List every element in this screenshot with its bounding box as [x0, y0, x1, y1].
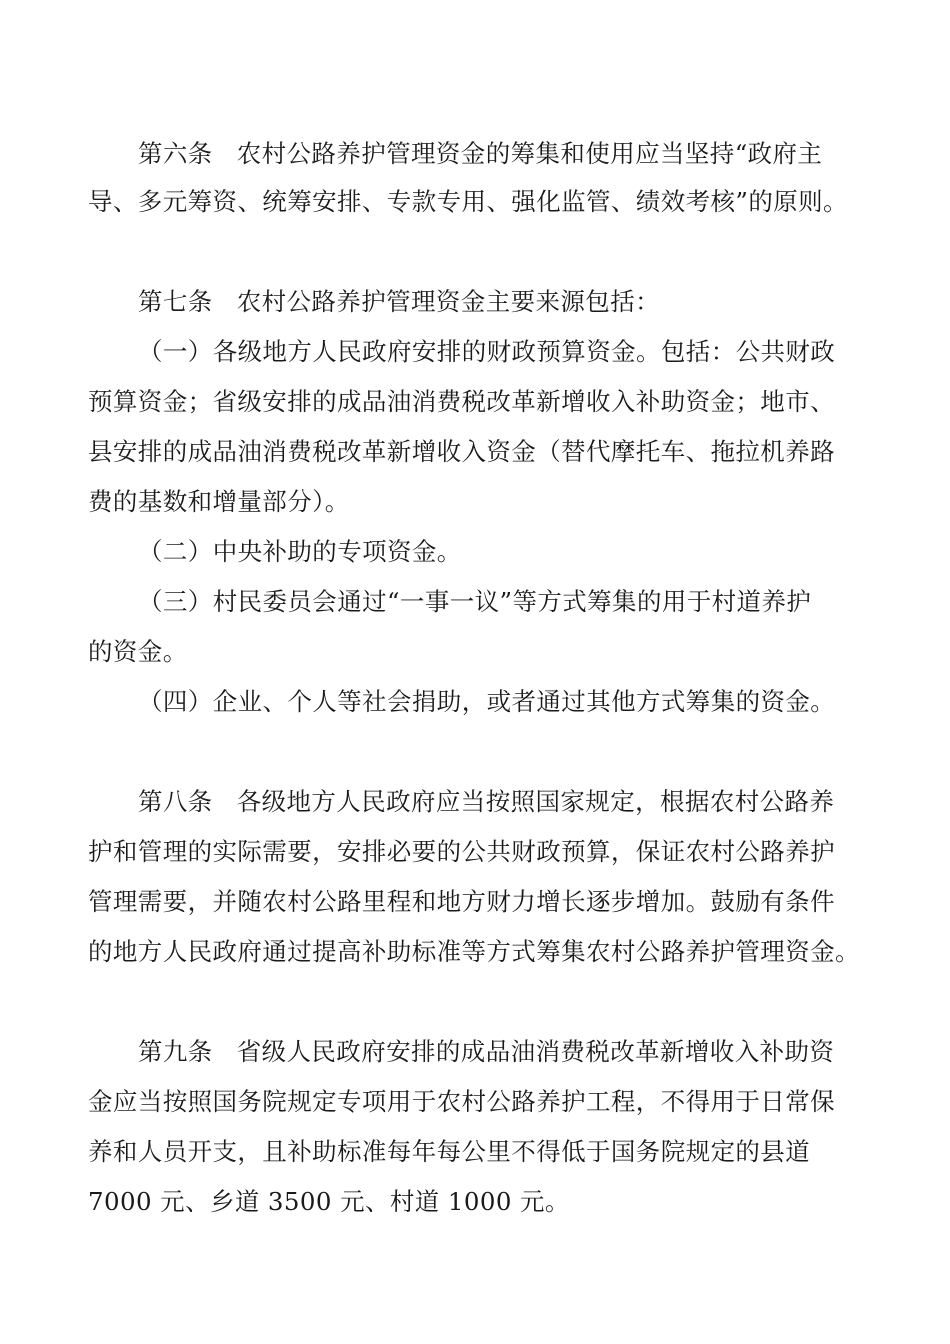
article-7-text-1: 农村公路养护管理资金主要来源包括： — [236, 287, 661, 316]
article-8-line-4: 的地方人民政府通过提高补助标准等方式筹集农村公路养护管理资金。 — [88, 937, 860, 966]
article-7-item-1-line-1: （一）各级地方人民政府安排的财政预算资金。包括：公共财政 — [138, 337, 836, 366]
article-8-line-3: 管理需要，并随农村公路里程和地方财力增长逐步增加。鼓励有条件 — [88, 887, 835, 916]
article-7-item-3-line-2: 的资金。 — [88, 637, 188, 666]
article-7-item-4-line-1: （四）企业、个人等社会捐助，或者通过其他方式筹集的资金。 — [138, 687, 836, 716]
article-9-line-3: 养和人员开支，且补助标准每年每公里不得低于国务院规定的县道 — [88, 1137, 811, 1166]
article-6-line-2: 导、多元筹资、统筹安排、专款专用、强化监管、绩效考核”的原则。 — [88, 187, 848, 216]
article-7-item-3-line-1: （三）村民委员会通过“一事一议”等方式筹集的用于村道养护 — [138, 587, 812, 616]
article-7-item-1-line-4: 费的基数和增量部分）。 — [88, 487, 350, 516]
article-8-label: 第八条 — [138, 787, 213, 816]
article-6-label: 第六条 — [138, 139, 213, 168]
article-9-line-4: 7000 元、乡道 3500 元、村道 1000 元。 — [88, 1187, 570, 1216]
article-9-line-1 — [138, 1036, 834, 1068]
article-6-line-1 — [138, 138, 822, 170]
article-9-text-1: 省级人民政府安排的成品油消费税改革新增收入补助资 — [236, 1037, 835, 1066]
article-8-text-1: 各级地方人民政府应当按照国家规定，根据农村公路养 — [236, 787, 835, 816]
article-7-item-1-line-2: 预算资金；省级安排的成品油消费税改革新增收入补助资金；地市、 — [88, 387, 835, 416]
article-7-line-1 — [138, 286, 660, 318]
article-7-label: 第七条 — [138, 287, 213, 316]
article-6-text-1: 农村公路养护管理资金的筹集和使用应当坚持“政府主 — [236, 139, 823, 168]
article-9-line-2: 金应当按照国务院规定专项用于农村公路养护工程，不得用于日常保 — [88, 1087, 835, 1116]
article-8-line-2: 护和管理的实际需要，安排必要的公共财政预算，保证农村公路养护 — [88, 837, 835, 866]
article-8-line-1 — [138, 786, 834, 818]
article-7-item-2-line-1: （二）中央补助的专项资金。 — [138, 537, 462, 566]
article-7-item-1-line-3: 县安排的成品油消费税改革新增收入资金（替代摩托车、拖拉机养路 — [88, 437, 835, 466]
article-9-label: 第九条 — [138, 1037, 213, 1066]
